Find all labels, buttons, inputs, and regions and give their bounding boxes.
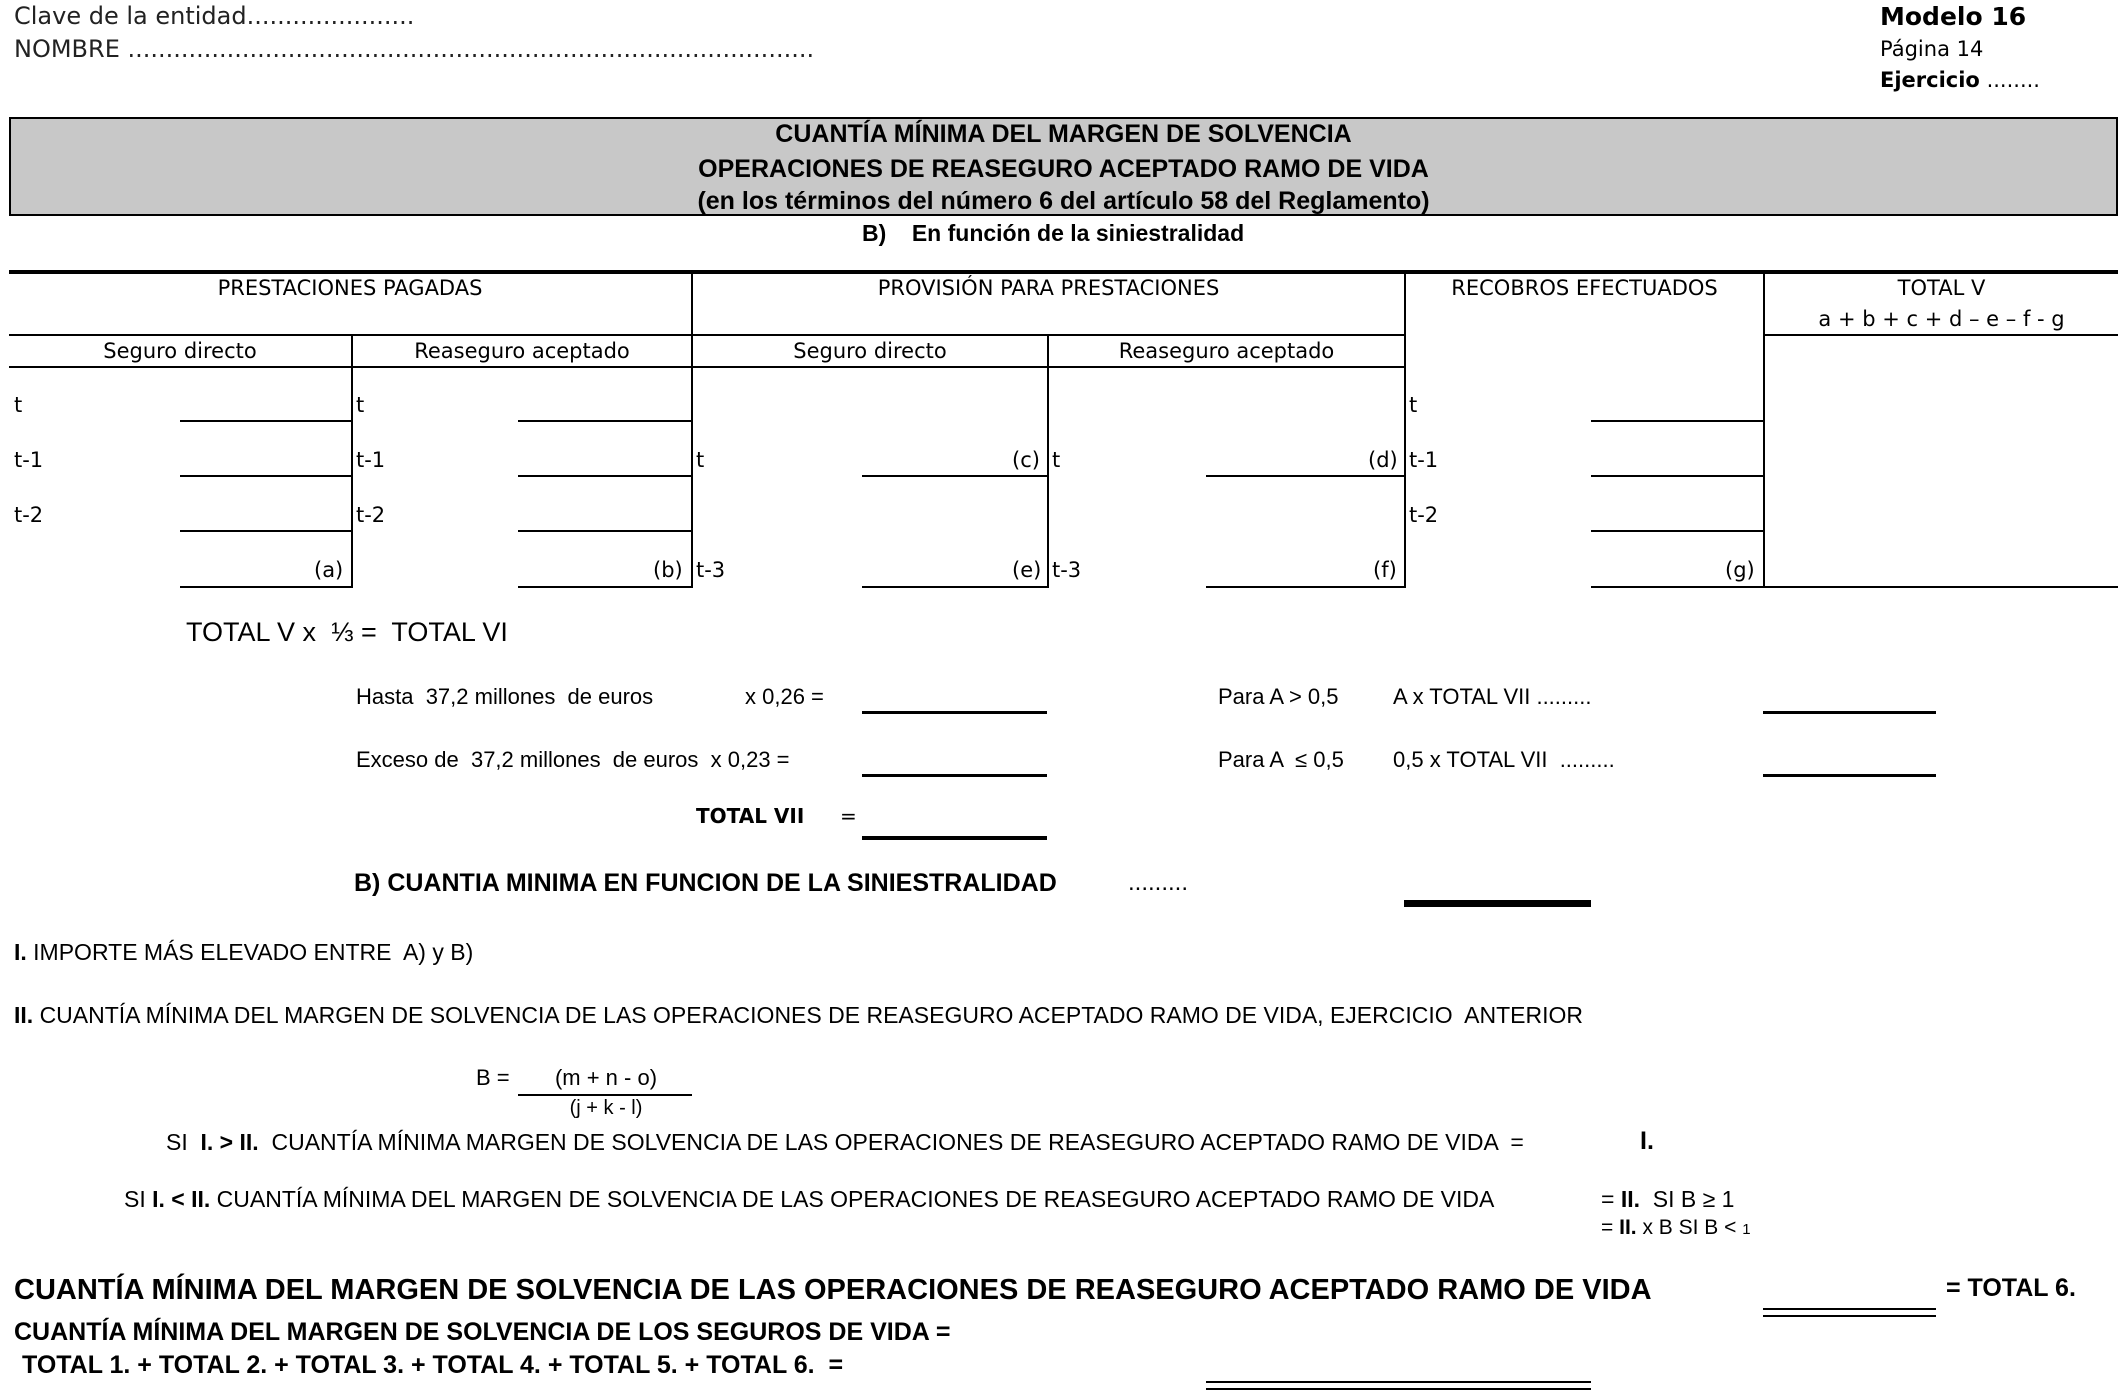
sub-reaseguro-aceptado-2: Reaseguro aceptado bbox=[1118, 339, 1335, 363]
cond2-result-2 bbox=[1601, 1216, 1751, 1240]
title-line-3: (en los términos del número 6 del artículo 58 del Reglamento) bbox=[697, 187, 1430, 215]
vline-sub2 bbox=[1047, 334, 1049, 588]
fraction-bar bbox=[518, 1094, 692, 1096]
col-prestaciones-pagadas: PRESTACIONES PAGADAS bbox=[217, 276, 483, 300]
input-line-a-t1[interactable] bbox=[180, 475, 351, 477]
formula-denominator: (j + k - l) bbox=[569, 1097, 643, 1119]
mark-b: (b) bbox=[653, 558, 683, 582]
total6-label: = TOTAL 6. bbox=[1946, 1274, 2076, 1302]
hasta-factor: x 0,26 = bbox=[745, 684, 824, 709]
a-le-result-line[interactable] bbox=[1763, 774, 1936, 777]
cond2-text: CUANTÍA MÍNIMA DEL MARGEN DE SOLVENCIA DE LAS OPERACIONES DE REASEGURO ACEPTADO RAMO DE VIDA bbox=[210, 1186, 1495, 1212]
input-line-g-t1[interactable] bbox=[1591, 475, 1763, 477]
total6-line-lower[interactable] bbox=[1763, 1315, 1936, 1317]
col-provision-prestaciones: PROVISIÓN PARA PRESTACIONES bbox=[877, 276, 1220, 300]
total-line-g[interactable] bbox=[1591, 586, 1763, 588]
mark-f: (f) bbox=[1373, 558, 1397, 582]
cond1-result: I. bbox=[1640, 1127, 1654, 1155]
sub-reaseguro-aceptado-1: Reaseguro aceptado bbox=[414, 339, 630, 363]
row-label-t3: t-3 bbox=[696, 558, 726, 582]
input-line-a-t[interactable] bbox=[180, 420, 351, 422]
cond2-res1-text: SI B ≥ 1 bbox=[1640, 1186, 1735, 1212]
cond2-res2-text: x B SI B < bbox=[1636, 1216, 1743, 1239]
condition-1 bbox=[166, 1129, 1524, 1156]
condition-2 bbox=[124, 1186, 1494, 1213]
input-line-d[interactable] bbox=[1206, 475, 1404, 477]
grand-total-line-lower[interactable] bbox=[1206, 1388, 1591, 1390]
formula-numerator: (m + n - o) bbox=[554, 1065, 658, 1090]
input-line-e[interactable] bbox=[862, 586, 1047, 588]
total6-line-upper bbox=[1763, 1308, 1936, 1310]
title-line-2: OPERACIONES DE REASEGURO ACEPTADO RAMO DE VIDA bbox=[698, 155, 1429, 183]
row-label-t1: t-1 bbox=[1409, 448, 1439, 472]
cuantia-reaseguro-label: CUANTÍA MÍNIMA DEL MARGEN DE SOLVENCIA DE LAS OPERACIONES DE REASEGURO ACEPTADO RAMO DE VIDA bbox=[14, 1274, 1652, 1306]
mark-e: (e) bbox=[1012, 558, 1042, 582]
row-label-t2: t-2 bbox=[1409, 503, 1439, 527]
sub-seguro-directo-1: Seguro directo bbox=[103, 339, 257, 363]
vline-col2 bbox=[691, 272, 693, 588]
row-label-t3: t-3 bbox=[1052, 558, 1082, 582]
row-label-t2: t-2 bbox=[14, 503, 44, 527]
cond2-res2-ii: II. bbox=[1619, 1216, 1637, 1239]
exceso-result-line[interactable] bbox=[862, 774, 1047, 777]
b-cuantia-dots: ......... bbox=[1128, 869, 1189, 896]
modelo-label: Modelo 16 bbox=[1880, 2, 2027, 31]
input-line-b-t2[interactable] bbox=[518, 530, 691, 532]
half-total-vii: 0,5 x TOTAL VII ......... bbox=[1393, 747, 1615, 772]
col-total-v-formula: a + b + c + d – e – f - g bbox=[1818, 307, 2065, 331]
row-label-t1: t-1 bbox=[356, 448, 386, 472]
a-gt-result-line[interactable] bbox=[1763, 711, 1936, 714]
clave-entidad-label: Clave de la entidad...................... bbox=[14, 2, 415, 30]
input-line-a-t2[interactable] bbox=[180, 530, 351, 532]
input-line-f[interactable] bbox=[1206, 586, 1404, 588]
total-header-divider bbox=[1763, 334, 2118, 336]
ejercicio-label: Ejercicio bbox=[1880, 68, 1980, 92]
importe-ii-label: II. bbox=[14, 1002, 34, 1028]
cond2-comparison: I. < II. bbox=[152, 1186, 211, 1212]
ejercicio-line bbox=[1880, 68, 2040, 92]
cond1-comparison: I. > II. bbox=[200, 1129, 259, 1155]
input-line-g-t[interactable] bbox=[1591, 420, 1763, 422]
mark-g: (g) bbox=[1725, 558, 1755, 582]
cond2-res1-eq: = bbox=[1601, 1186, 1621, 1212]
cond1-si: SI bbox=[166, 1129, 201, 1155]
title-line-1: CUANTÍA MÍNIMA DEL MARGEN DE SOLVENCIA bbox=[775, 120, 1352, 148]
row-label-t2: t-2 bbox=[356, 503, 386, 527]
subtitle: B) En función de la siniestralidad bbox=[862, 220, 1245, 246]
sub-seguro-directo-2: Seguro directo bbox=[793, 339, 947, 363]
pagina-label: Página 14 bbox=[1880, 37, 1984, 61]
hasta-result-line[interactable] bbox=[862, 711, 1047, 714]
importe-ii-line bbox=[14, 1002, 1583, 1029]
table-top-border bbox=[9, 270, 2118, 274]
mark-a: (a) bbox=[314, 558, 344, 582]
total-line-a[interactable] bbox=[180, 586, 351, 588]
ejercicio-dots: ........ bbox=[1986, 68, 2040, 92]
col-recobros: RECOBROS EFECTUADOS bbox=[1451, 276, 1718, 300]
input-line-b-t[interactable] bbox=[518, 420, 691, 422]
exceso-label: Exceso de 37,2 millones de euros x 0,23 = bbox=[356, 747, 790, 772]
header-divider bbox=[9, 334, 1404, 336]
sum-totals-label: TOTAL 1. + TOTAL 2. + TOTAL 3. + TOTAL 4. + TOTAL 5. + TOTAL 6. = bbox=[22, 1351, 844, 1379]
cond2-res2-sub: 1 bbox=[1742, 1221, 1751, 1238]
cond2-res2-eq: = bbox=[1601, 1216, 1620, 1239]
mark-d: (d) bbox=[1368, 448, 1398, 472]
row-label-t: t bbox=[1052, 448, 1061, 472]
importe-i-label: I. bbox=[14, 939, 27, 965]
vline-col3 bbox=[1404, 272, 1406, 588]
total-vi-formula: TOTAL V x ⅓ = TOTAL VI bbox=[186, 617, 508, 647]
importe-ii-text: CUANTÍA MÍNIMA DEL MARGEN DE SOLVENCIA DE LAS OPERACIONES DE REASEGURO ACEPTADO RAMO DE VIDA, EJERCICIO ANTERIOR bbox=[39, 1002, 1583, 1028]
hasta-label: Hasta 37,2 millones de euros bbox=[356, 684, 654, 709]
row-label-t1: t-1 bbox=[14, 448, 44, 472]
total-vii-label: TOTAL VII bbox=[696, 804, 805, 828]
importe-i-text: IMPORTE MÁS ELEVADO ENTRE A) y B) bbox=[33, 939, 474, 965]
input-line-g-t2[interactable] bbox=[1591, 530, 1763, 532]
total-line-b[interactable] bbox=[518, 586, 691, 588]
a-x-total-vii: A x TOTAL VII ......... bbox=[1393, 684, 1592, 709]
col-total-v: TOTAL V bbox=[1897, 276, 1986, 300]
para-a-gt-label: Para A > 0,5 bbox=[1218, 684, 1339, 709]
input-line-b-t1[interactable] bbox=[518, 475, 691, 477]
row-label-t: t bbox=[1409, 393, 1418, 417]
para-a-le-label: Para A ≤ 0,5 bbox=[1218, 747, 1344, 772]
b-cuantia-minima-label: B) CUANTIA MINIMA EN FUNCION DE LA SINIESTRALIDAD bbox=[354, 869, 1057, 897]
total-v-underline bbox=[1763, 586, 2118, 588]
nombre-label: NOMBRE .......................................................................................... bbox=[14, 35, 815, 63]
cond1-text: CUANTÍA MÍNIMA MARGEN DE SOLVENCIA DE LAS OPERACIONES DE REASEGURO ACEPTADO RAMO DE VIDA = bbox=[258, 1129, 1524, 1155]
cond2-res1-ii: II. bbox=[1620, 1186, 1640, 1212]
mark-c: (c) bbox=[1012, 448, 1040, 472]
row-label-t: t bbox=[696, 448, 705, 472]
b-equals: B = bbox=[476, 1065, 510, 1090]
cuantia-seguros-vida-label: CUANTÍA MÍNIMA DEL MARGEN DE SOLVENCIA DE LOS SEGUROS DE VIDA = bbox=[14, 1318, 951, 1346]
vline-sub1 bbox=[351, 334, 353, 588]
cond2-si: SI bbox=[124, 1186, 153, 1212]
row-label-t: t bbox=[356, 393, 365, 417]
input-line-c[interactable] bbox=[862, 475, 1047, 477]
b-cuantia-result-line[interactable] bbox=[1404, 900, 1591, 907]
total-vii-eq: = bbox=[840, 804, 857, 828]
subheader-divider bbox=[9, 366, 1404, 368]
row-label-t: t bbox=[14, 393, 23, 417]
grand-total-line-upper bbox=[1206, 1381, 1591, 1383]
total-vii-line[interactable] bbox=[862, 836, 1047, 840]
importe-i-line bbox=[14, 939, 473, 966]
cond2-result-1 bbox=[1601, 1186, 1734, 1213]
